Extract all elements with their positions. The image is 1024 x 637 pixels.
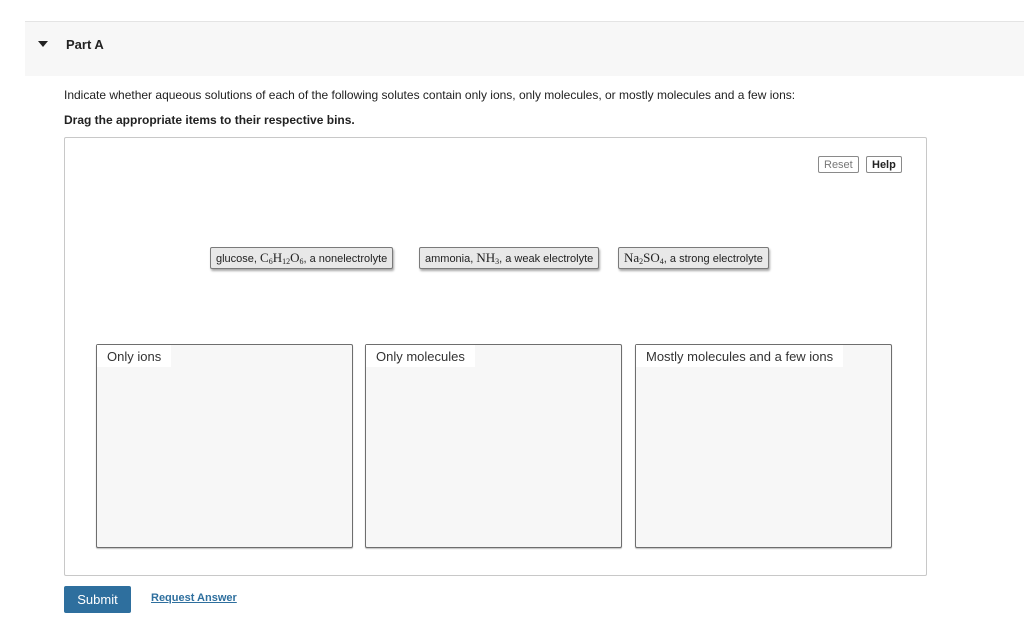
submit-button[interactable]: Submit <box>64 586 131 613</box>
item-formula <box>260 250 303 265</box>
reset-button[interactable]: Reset <box>818 156 859 173</box>
item-suffix: , a weak electrolyte <box>499 253 594 265</box>
item-suffix: , a strong electrolyte <box>663 253 763 265</box>
formula-symbol: NH <box>476 250 496 265</box>
bin-only-molecules[interactable] <box>365 344 622 548</box>
bin-label: Only molecules <box>366 345 475 367</box>
formula-subscript: 12 <box>282 257 291 266</box>
draggable-item-sodium-sulfate[interactable] <box>618 247 769 269</box>
item-suffix: , a nonelectrolyte <box>303 253 388 265</box>
formula-subscript: 2 <box>639 257 644 266</box>
question-instructions: Indicate whether aqueous solutions of each of the following solutes contain only ions, only molecules, or mostly molecules and a few ions: <box>64 88 796 102</box>
formula-subscript: 6 <box>299 257 304 266</box>
formula-symbol: O <box>290 250 300 265</box>
caret-down-icon[interactable] <box>38 41 48 47</box>
formula-subscript: 3 <box>495 257 500 266</box>
drag-instructions: Drag the appropriate items to their respective bins. <box>64 113 355 127</box>
part-title: Part A <box>66 37 104 52</box>
formula-symbol: C <box>260 250 269 265</box>
bin-only-ions[interactable] <box>96 344 353 548</box>
formula-symbol: SO <box>643 250 660 265</box>
item-prefix: ammonia, <box>425 253 477 265</box>
part-header[interactable] <box>25 22 1024 76</box>
bin-label: Mostly molecules and a few ions <box>636 345 843 367</box>
item-prefix: glucose, <box>216 253 261 265</box>
formula-symbol: Na <box>624 250 640 265</box>
item-formula <box>624 250 664 265</box>
bin-label: Only ions <box>97 345 171 367</box>
draggable-item-ammonia[interactable] <box>419 247 599 269</box>
formula-symbol: H <box>272 250 283 265</box>
draggable-item-glucose[interactable] <box>210 247 393 269</box>
formula-subscript: 4 <box>659 257 664 266</box>
item-formula <box>476 250 499 265</box>
request-answer-link[interactable]: Request Answer <box>151 592 237 604</box>
formula-subscript: 6 <box>268 257 273 266</box>
bin-mostly-molecules-few-ions[interactable] <box>635 344 892 548</box>
drag-drop-area <box>64 137 927 576</box>
help-button[interactable]: Help <box>866 156 902 173</box>
